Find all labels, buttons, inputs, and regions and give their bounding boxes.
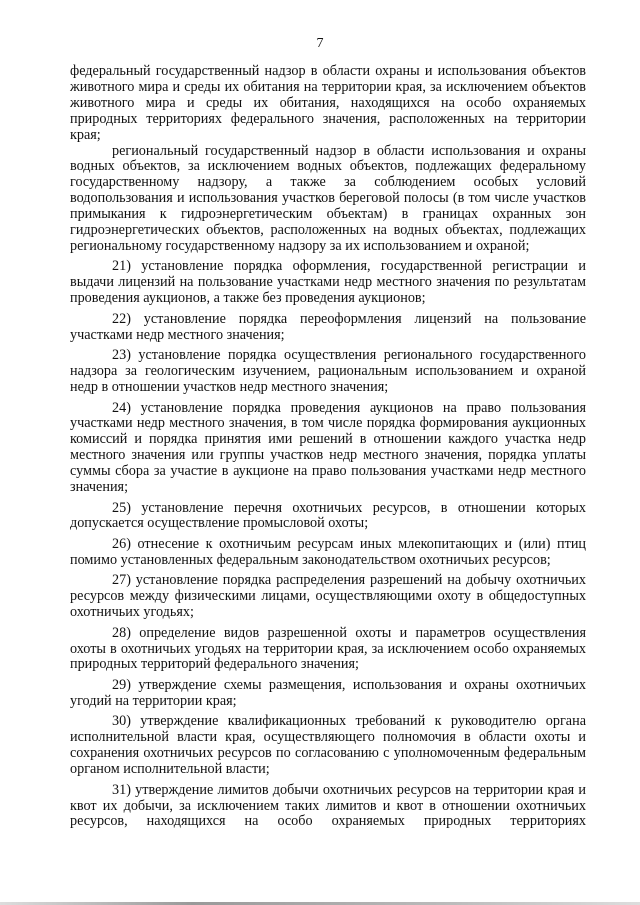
paragraph-item-31: 31) утверждение лимитов добычи охотничьих ресурсов на территории края и квот их добычи, за исключением таких лимитов и квот в отношении охотничьих ресурсов, находящихся на особо охраняемых природных территориях <box>70 781 586 830</box>
paragraph-item-23: 23) установление порядка осуществления регионального государственного надзора за геологическим изучением, рациональным использованием и охраной недр в отношении участков недр местного значения; <box>70 347 586 395</box>
page-number: 7 <box>316 36 324 51</box>
paragraph-regional-water-supervision: региональный государственный надзор в области использования и охраны водных объектов, за исключением водных объектов, подлежащих федеральному государственному надзору, а также за соблюдением особых условий водопользования и использования участков береговой полосы (в том числе участков примыкания к гидроэнергетическим объектам) в границах охранных зон гидроэнергетических объектов, расположенных на водных объектах, подлежащих региональному государственному надзору за их использованием и охраной; <box>70 142 586 254</box>
paragraph-item-27: 27) установление порядка распределения разрешений на добычу охотничьих ресурсов между физическими лицами, осуществляющими охоту в общедоступных охотничьих угодьях; <box>70 572 586 621</box>
paragraph-item-30: 30) утверждение квалификационных требований к руководителю органа исполнительной власти края, осуществляющего полномочия в области охоты и сохранения охотничьих ресурсов по согласованию с уполномоченным федеральным органом исполнительной власти; <box>70 713 586 778</box>
paragraph-item-26: 26) отнесение к охотничьим ресурсам иных млекопитающих и (или) птиц помимо установленных федеральным законодательством охотничьих ресурсов; <box>70 535 586 568</box>
paragraph-item-29: 29) утверждение схемы размещения, использования и охраны охотничьих угодий на территории края; <box>70 676 586 709</box>
document-body <box>70 64 586 830</box>
paragraph-item-24: 24) установление порядка проведения аукционов на право пользования участками недр местного значения, в том числе порядка формирования аукционных комиссий и порядка принятия ими решений в отношении каждого участка недр местного значения или группы участков недр местного значения, порядка уплаты суммы сбора за участие в аукционе на право пользования участками недр местного значения; <box>70 399 586 496</box>
paragraph-federal-wildlife-supervision: федеральный государственный надзор в области охраны и использования объектов животного мира и среды их обитания на территории края, за исключением объектов животного мира и среды их обитания, находящихся на особо охраняемых природных территориях федерального значения, расположенных на территории края; <box>70 63 586 143</box>
paragraph-item-22: 22) установление порядка переоформления лицензий на пользование участками недр местного значения; <box>70 310 586 343</box>
paragraph-item-28: 28) определение видов разрешенной охоты и параметров осуществления охоты в охотничьих угодьях на территории края, за исключением особо охраняемых природных территорий федерального значения; <box>70 624 586 673</box>
paragraph-item-21: 21) установление порядка оформления, государственной регистрации и выдачи лицензий на пользование участками недр местного значения по результатам проведения аукционов, а также без проведения аукционов; <box>70 258 586 307</box>
paragraph-item-25: 25) установление перечня охотничьих ресурсов, в отношении которых допускается осуществление промысловой охоты; <box>70 499 586 532</box>
